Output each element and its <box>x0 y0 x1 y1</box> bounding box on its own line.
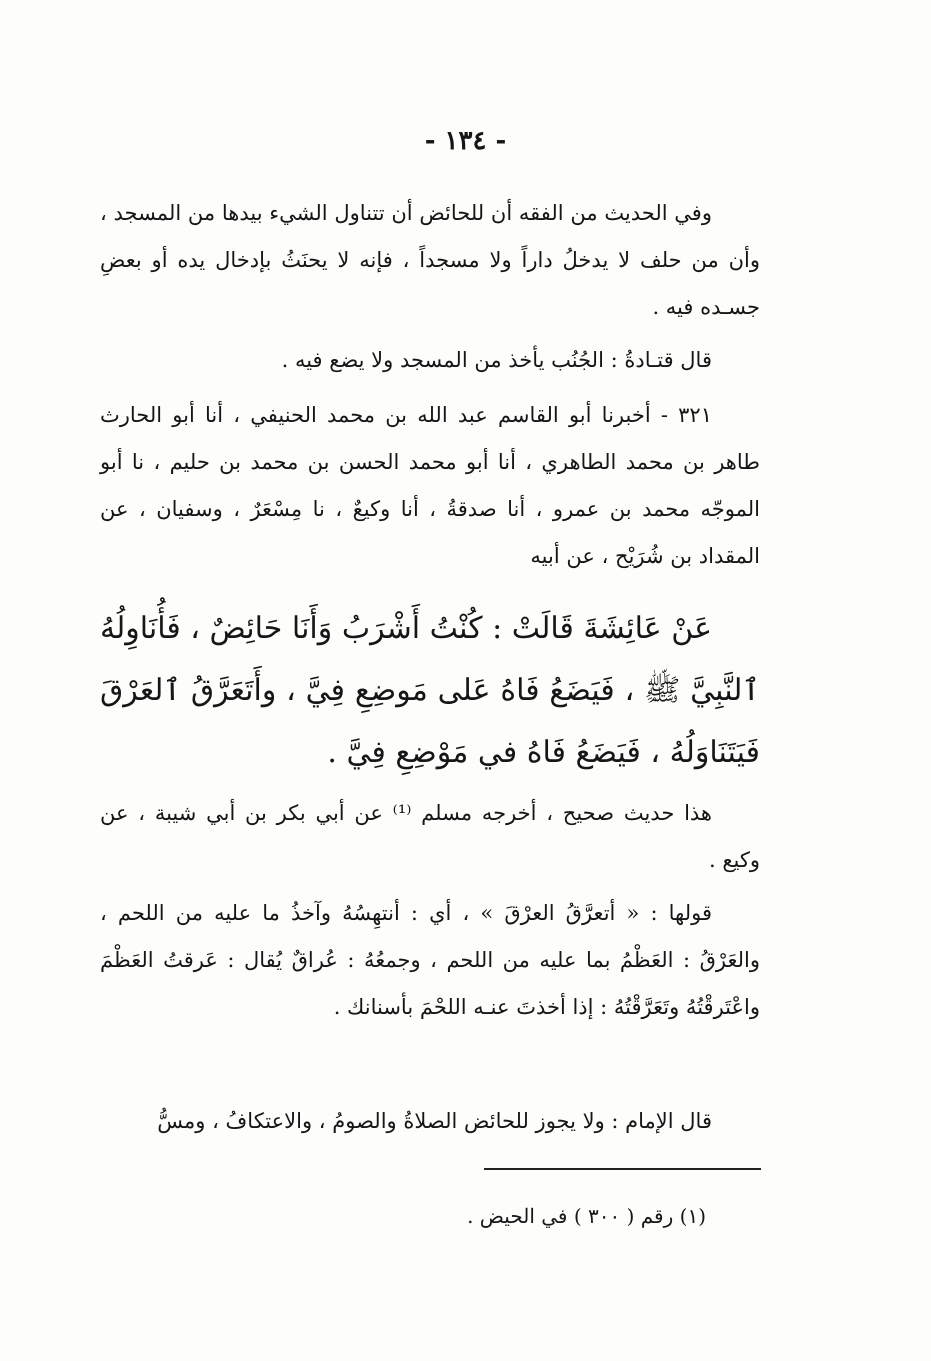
isnad-text: ٣٢١ - أخبرنا أبو القاسم عبد الله بن محمد الحنيفي ، أنا أبو الحارث طاهر بن محمد الطاهري ، أنا أبو محمد الحسن بن محمد بن حليم ، نا أبو الموجّه محمد بن عمرو ، أنا صدقةُ ، أنا وكيعٌ ، نا مِسْعَرٌ ، وسفيان ، عن المقداد بن شُرَيْح ، عن أبيه <box>100 403 760 568</box>
grading-paragraph <box>100 790 760 884</box>
isnad-paragraph <box>100 392 760 580</box>
grading-text: هذا حديث صحيح ، أخرجه مسلم ⁽¹⁾ عن أبي بكر بن أبي شيبة ، عن وكيع . <box>100 801 760 872</box>
footnote: (١) رقم ( ٣٠٠ ) في الحيض . <box>467 1204 706 1228</box>
lexical-text: قولها : « أتعرَّقُ العرْقَ » ، أي : أنتهِسُهُ وآخذُ ما عليه من اللحم ، والعَرْقُ : العَظْمُ بما عليه من اللحم ، وجمعُهُ : عُراقٌ يُقال : عَرقتُ العَظْمَ واعْتَرقْتُهُ وتَعَرَّقْتُهُ : إذا أخذتَ عنـه اللحْمَ بأسنانك . <box>100 901 760 1019</box>
qatada-text: قال قتـادةُ : الجُنُب يأخذ من المسجد ولا يضع فيه . <box>281 348 712 372</box>
imam-text: قال الإمام : ولا يجوز للحائض الصلاةُ والصومُ ، والاعتكافُ ، ومسُّ <box>157 1109 712 1133</box>
qatada-paragraph <box>100 337 760 384</box>
imam-paragraph <box>100 1098 760 1145</box>
hadith-text: عَنْ عَائِشَةَ قَالَتْ : كُنْتُ أَشْرَبُ وَأَنَا حَائِضٌ ، فَأُنَاوِلُهُ ٱلنَّبِيَّ ﷺ ، فَيَضَعُ فَاهُ عَلى مَوضِعِ فِيَّ ، وأَتَعَرَّقُ ٱلعَرْقَ فَيَتَنَاوَلُهُ ، فَيَضَعُ فَاهُ في مَوْضِعِ فِيَّ . <box>100 611 760 770</box>
hadith-paragraph <box>100 598 760 784</box>
footnote-divider <box>484 1168 761 1170</box>
fiqh-note-text: وفي الحديث من الفقه أن للحائض أن تتناول الشيء بيدها من المسجد ، وأن من حلف لا يدخلُ داراً ولا مسجداً ، فإنه لا يحنَثُ بإدخال يده أو بعضِ جسـده فيه . <box>100 201 760 319</box>
fiqh-note-paragraph <box>100 190 760 331</box>
page-number: - ١٣٤ - <box>424 126 507 156</box>
lexical-paragraph <box>100 890 760 1031</box>
